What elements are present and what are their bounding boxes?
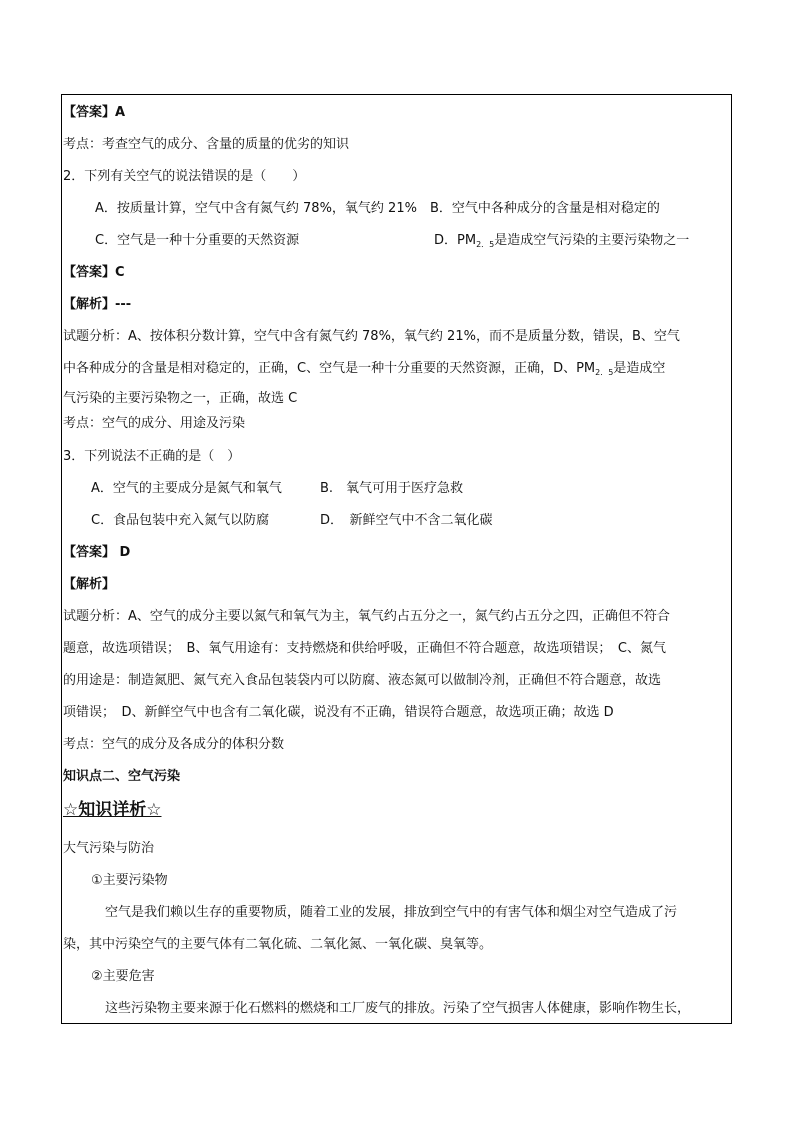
analysis-3-line-3: 的用途是：制造氮肥、氮气充入食品包装袋内可以防腐、液态氮可以做制冷剂，正确但不符合题意，故选 <box>63 673 662 688</box>
analysis-3-line-2: 题意，故选项错误； B、氧气用途有：支持燃烧和供给呼吸，正确但不符合题意，故选项错误； C、氮气 <box>63 641 666 656</box>
analysis-3-line-1: 试题分析：A、空气的成分主要以氮气和氧气为主，氧气约占五分之一，氮气约占五分之四，正确但不符合 <box>63 609 670 624</box>
analysis-2-line-2-text: 中各种成分的含量是相对稳定的，正确，C、空气是一种十分重要的天然资源，正确，D、PM <box>63 361 596 376</box>
answer-label-3: 【答案】 D <box>63 545 131 560</box>
subsection-title: 大气污染与防治 <box>63 841 155 856</box>
item-1-body-line-1: 空气是我们赖以生存的重要物质，随着工业的发展，排放到空气中的有害气体和烟尘对空气造成了污 <box>105 905 678 920</box>
question-3-option-b: B. 氧气可用于医疗急救 <box>320 481 464 496</box>
knowledge-point-3: 考点：空气的成分及各成分的体积分数 <box>63 737 285 752</box>
knowledge-point-1: 考点：考查空气的成分、含量的质量的优劣的知识 <box>63 137 350 152</box>
item-2-body-line-1: 这些污染物主要来源于化石燃料的燃烧和工厂废气的排放。污染了空气损害人体健康，影响作物生长， <box>105 1001 691 1016</box>
option-d-post: 是造成空气污染的主要污染物之一 <box>494 233 690 248</box>
option-d-pre: D．PM <box>434 233 477 248</box>
analysis-2-line-2-post: 是造成空 <box>613 361 666 376</box>
question-2: 2．下列有关空气的说法错误的是（ ） <box>63 169 306 184</box>
analysis-2-line-2 <box>63 360 665 381</box>
question-3-option-d: D． 新鲜空气中不含二氧化碳 <box>320 513 493 528</box>
analysis-label-2: 【解析】--- <box>63 297 132 312</box>
question-3-option-c: C．食品包装中充入氮气以防腐 <box>91 513 270 528</box>
answer-label-2: 【答案】C <box>63 265 125 280</box>
item-1-body-line-2: 染，其中污染空气的主要气体有二氧化硫、二氧化氮、一氧化碳、臭氧等。 <box>63 937 493 952</box>
section-title: 知识点二、空气污染 <box>63 769 181 784</box>
item-1-title: ①主要污染物 <box>91 873 168 888</box>
option-d-sub: 2．5 <box>476 240 495 249</box>
question-3-option-a: A．空气的主要成分是氮气和氧气 <box>91 481 282 496</box>
analysis-label-3: 【解析】 <box>63 577 116 592</box>
analysis-2-line-2-sub: 2．5 <box>595 368 614 377</box>
analysis-2-line-3: 气污染的主要污染物之一，正确，故选 C <box>63 391 298 406</box>
knowledge-point-2: 考点：空气的成分、用途及污染 <box>63 416 246 431</box>
answer-label-1: 【答案】A <box>63 105 126 120</box>
question-3: 3．下列说法不正确的是（ ） <box>63 449 241 464</box>
question-2-option-d <box>434 232 689 253</box>
question-2-option-c: C．空气是一种十分重要的天然资源 <box>95 233 300 248</box>
question-2-options-ab: A．按质量计算，空气中含有氮气约 78%，氧气约 21% B．空气中各种成分的含量是相对稳定的 <box>95 201 660 216</box>
item-2-title: ②主要危害 <box>91 969 155 984</box>
document-frame <box>61 94 732 1024</box>
section-heading: ☆知识详析☆ <box>63 800 162 820</box>
analysis-3-line-4: 项错误； D、新鲜空气中也含有二氧化碳，说没有不正确，错误符合题意，故选项正确；故选 D <box>63 705 614 720</box>
analysis-2-line-1: 试题分析：A、按体积分数计算，空气中含有氮气约 78%，氧气约 21%，而不是质量分数，错误，B、空气 <box>63 329 680 344</box>
